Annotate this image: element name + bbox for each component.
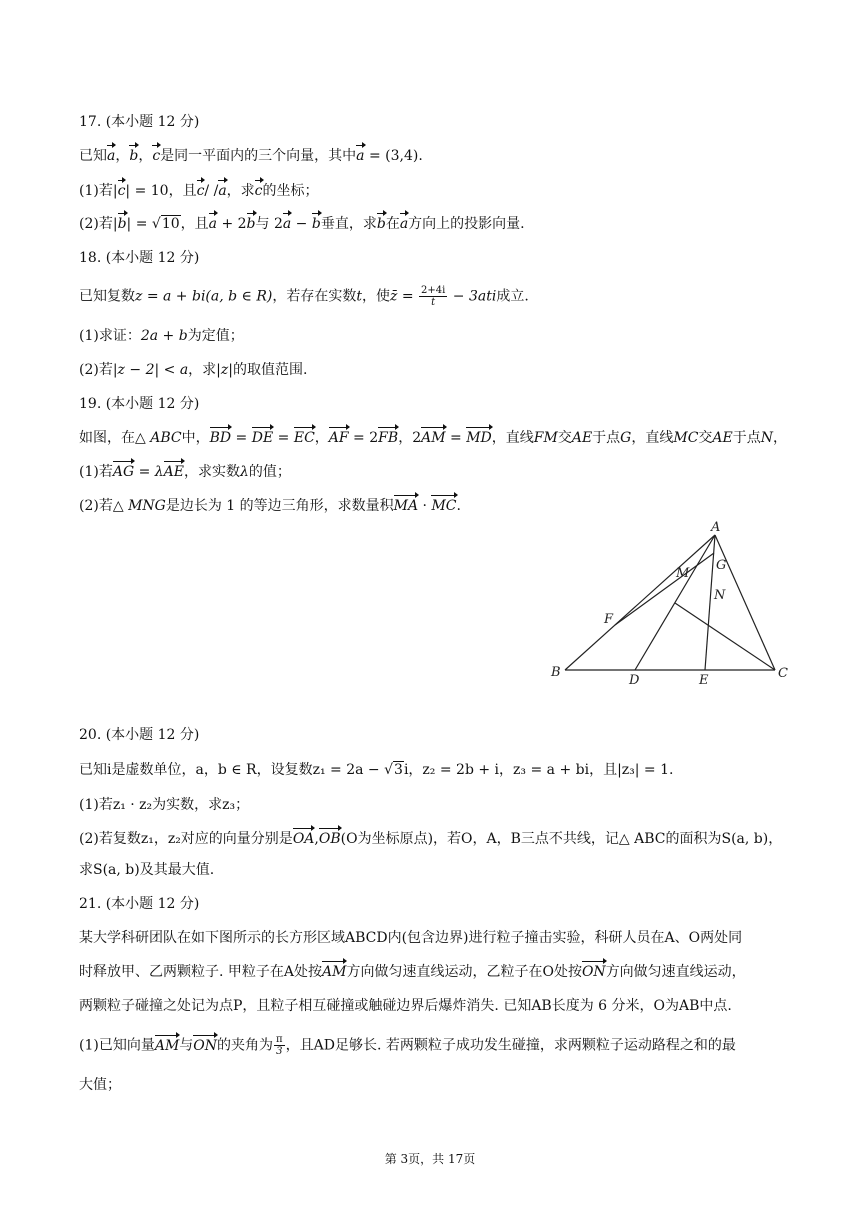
- label-C: C: [778, 666, 788, 681]
- label-N: N: [714, 588, 726, 603]
- q19-stem: 如图，在△ ABC中，BD = DE = EC，AF = 2FB，2AM = MD，直线FM交AE于点G，直线MC交AE于点N，: [79, 430, 787, 446]
- q20-part2: (2)若复数z₁，z₂对应的向量分别是OA,OB(O为坐标原点)，若O，A，B三点不共线，记△ ABC的面积为S(a, b)，: [79, 831, 783, 847]
- q21-part1-cont: 大值；: [79, 1077, 121, 1093]
- label-F: F: [604, 612, 614, 627]
- q17-part1: (1)若|c| = 10，且c/ /a，求c的坐标；: [79, 183, 319, 199]
- label-E: E: [699, 673, 709, 685]
- q21-header: 21. (本小题 12 分): [79, 896, 200, 912]
- q21-line3: 两颗粒子碰撞之处记为点P，且粒子相互碰撞或触碰边界后爆炸消失. 已知AB长度为 6 分米，O为AB中点.: [79, 998, 732, 1014]
- label-D: D: [629, 673, 640, 685]
- q21-fraction: $\frac{\pi}{3}$: [276, 1034, 283, 1057]
- q18-part1: (1)求证：2a + b为定值；: [79, 328, 244, 344]
- q17-header: 17. (本小题 12 分): [79, 114, 200, 130]
- label-G: G: [716, 558, 727, 573]
- label-A: A: [711, 520, 721, 535]
- q21-line2: 时释放甲、乙两颗粒子. 甲粒子在A处按AM方向做匀速直线运动，乙粒子在O处按ON方向做匀速直线运动，: [79, 964, 746, 980]
- q20-part1: (1)若z₁ · z₂为实数，求z₃；: [79, 797, 250, 813]
- q18-stem: 已知复数z = a + bi(a, b ∈ R)，若存在实数t，使z̄ = $\frac{2+4i}{t}$ − 3ati成立.: [79, 285, 529, 308]
- q18-header: 18. (本小题 12 分): [79, 250, 200, 266]
- q19-part1: (1)若AG = λAE，求实数λ的值；: [79, 464, 291, 480]
- q18-part2: (2)若|z − 2| < a，求|z|的取值范围.: [79, 362, 308, 378]
- page-footer: 第 3页，共 17页: [384, 1152, 476, 1166]
- label-M: M: [676, 566, 690, 581]
- q19-part2: (2)若△ MNG是边长为 1 的等边三角形，求数量积MA · MC.: [79, 498, 461, 514]
- q20-part2-cont: 求S(a, b)及其最大值.: [79, 862, 215, 878]
- segment-FG: [615, 553, 714, 625]
- q18-fraction: $\frac{2+4i}{t}$: [421, 285, 446, 308]
- q19-header: 19. (本小题 12 分): [79, 396, 200, 412]
- segment-AB: [565, 535, 715, 670]
- q20-header: 20. (本小题 12 分): [79, 727, 200, 743]
- triangle-figure: [540, 515, 800, 685]
- q21-line1: 某大学科研团队在如下图所示的长方形区域ABCD内(包含边界)进行粒子撞击实验，科研人员在A、O两处同: [79, 930, 743, 946]
- segment-AD: [635, 535, 715, 670]
- label-B: B: [551, 665, 561, 680]
- q17-stem: 已知a，b，c是同一平面内的三个向量，其中a = (3,4).: [79, 148, 423, 164]
- q17-part2: (2)若|b| = √10，且a + 2b与 2a − b垂直，求b在a方向上的投影向量.: [79, 216, 525, 232]
- q20-stem: 已知i是虚数单位，a，b ∈ R，设复数z₁ = 2a − √3i，z₂ = 2b + i，z₃ = a + bi，且|z₃| = 1.: [79, 762, 674, 778]
- q21-part1: (1)已知向量AM与ON的夹角为 $\frac{\pi}{3}$ ，且AD足够长. 若两颗粒子成功发生碰撞，求两颗粒子运动路程之和的最: [79, 1034, 736, 1057]
